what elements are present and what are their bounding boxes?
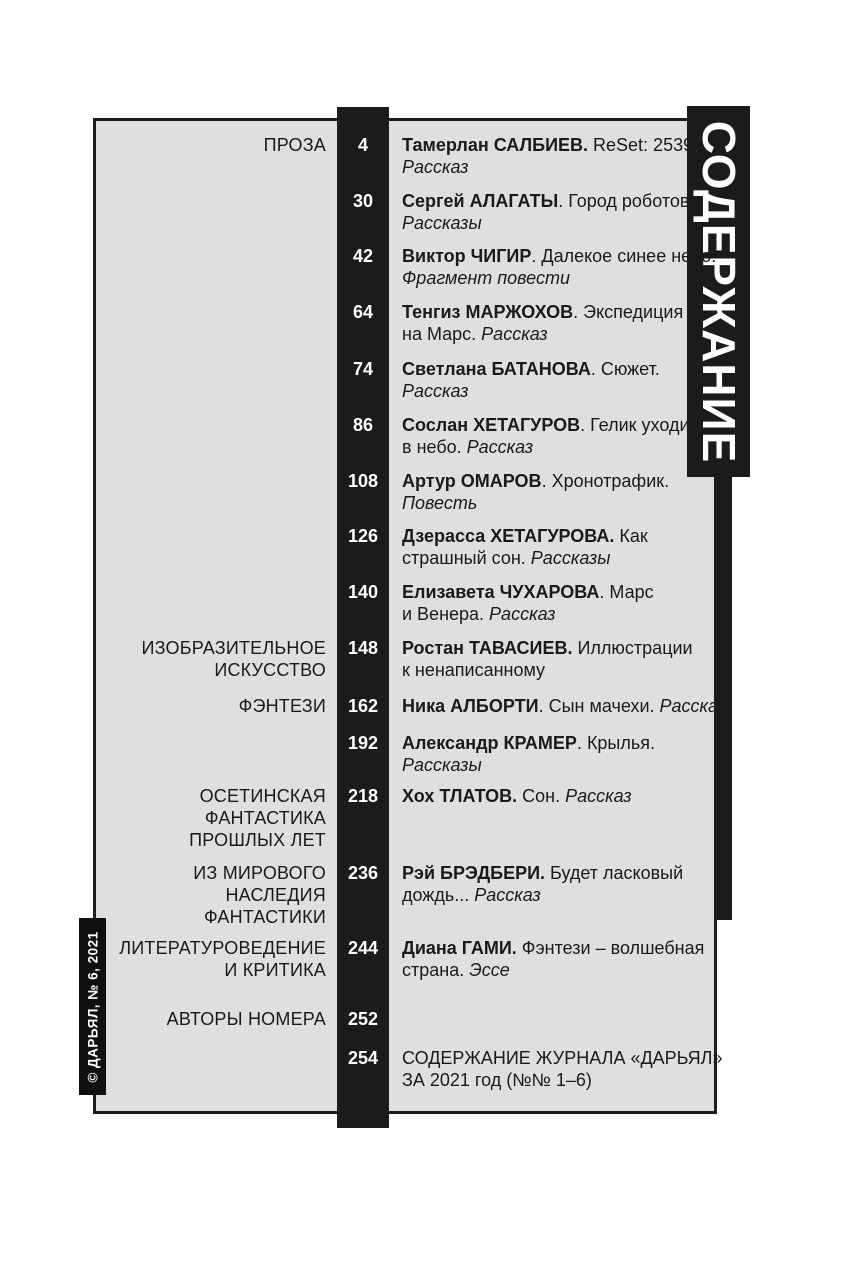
entry-text: Виктор ЧИГИР. Далекое синее небо. Фрагмент повести bbox=[402, 246, 717, 288]
entry-text: Дзерасса ХЕТАГУРОВА. Как страшный сон. Рассказы bbox=[402, 526, 648, 568]
page-number: 244 bbox=[347, 938, 379, 958]
entry-text: Елизавета ЧУХАРОВА. Марс и Венера. Рассказ bbox=[402, 582, 654, 624]
section-label: ПРОЗА bbox=[263, 135, 326, 155]
page-number: 126 bbox=[347, 526, 379, 546]
page-number: 148 bbox=[347, 638, 379, 658]
entry-text: Ника АЛБОРТИ. Сын мачехи. Рассказ bbox=[402, 696, 726, 716]
copyright-badge-text: © ДАРЬЯЛ, № 6, 2021 bbox=[85, 930, 100, 1083]
entry-text: Хох ТЛАТОВ. Сон. Рассказ bbox=[402, 786, 632, 806]
entry-text: Сослан ХЕТАГУРОВ. Гелик уходит в небо. Рассказ bbox=[402, 415, 698, 457]
section-label: ИЗ МИРОВОГО НАСЛЕДИЯ ФАНТАСТИКИ bbox=[193, 863, 326, 927]
entry-text: Артур ОМАРОВ. Хронотрафик. Повесть bbox=[402, 471, 670, 513]
page-number: 86 bbox=[352, 415, 374, 435]
page-number: 192 bbox=[347, 733, 379, 753]
contents-banner-title: СОДЕРЖАНИЕ bbox=[692, 120, 745, 463]
section-label: ЛИТЕРАТУРОВЕДЕНИЕ И КРИТИКА bbox=[119, 938, 326, 980]
page-number: 140 bbox=[347, 582, 379, 602]
page-number: 254 bbox=[347, 1048, 379, 1068]
page-number: 4 bbox=[357, 135, 368, 155]
page-number: 74 bbox=[352, 359, 374, 379]
page-number: 218 bbox=[347, 786, 379, 806]
page-number: 252 bbox=[347, 1009, 379, 1029]
section-label: ФЭНТЕЗИ bbox=[238, 696, 326, 716]
entry-text: Светлана БАТАНОВА. Сюжет. Рассказ bbox=[402, 359, 660, 401]
page-number: 108 bbox=[347, 471, 379, 491]
page-number: 64 bbox=[352, 302, 374, 322]
entry-text: СОДЕРЖАНИЕ ЖУРНАЛА «ДАРЬЯЛ» ЗА 2021 год (№№ 1–6) bbox=[402, 1048, 723, 1090]
entry-text: Диана ГАМИ. Фэнтези – волшебная страна. Эссе bbox=[402, 938, 705, 980]
section-label: АВТОРЫ НОМЕРА bbox=[166, 1009, 326, 1029]
page-number: 162 bbox=[347, 696, 379, 716]
entry-text: Александр КРАМЕР. Крылья. Рассказы bbox=[402, 733, 656, 775]
entry-text: Тенгиз МАРЖОХОВ. Экспедиция на Марс. Рассказ bbox=[402, 302, 684, 344]
page-number: 236 bbox=[347, 863, 379, 883]
entry-text: Сергей АЛАГАТЫ. Город роботов. Рассказы bbox=[402, 191, 695, 233]
section-label: ИЗОБРАЗИТЕЛЬНОЕ ИСКУССТВО bbox=[141, 638, 326, 680]
entry-text: Ростан ТАВАСИЕВ. Иллюстрации к ненаписанному bbox=[402, 638, 693, 680]
section-label: ОСЕТИНСКАЯ ФАНТАСТИКА ПРОШЛЫХ ЛЕТ bbox=[189, 786, 326, 850]
entry-text: Тамерлан САЛБИЕВ. ReSet: 2539. Рассказ bbox=[402, 135, 699, 177]
entry-text: Рэй БРЭДБЕРИ. Будет ласковый дождь... Рассказ bbox=[402, 863, 684, 905]
page-number: 30 bbox=[352, 191, 374, 211]
page-number: 42 bbox=[352, 246, 374, 266]
